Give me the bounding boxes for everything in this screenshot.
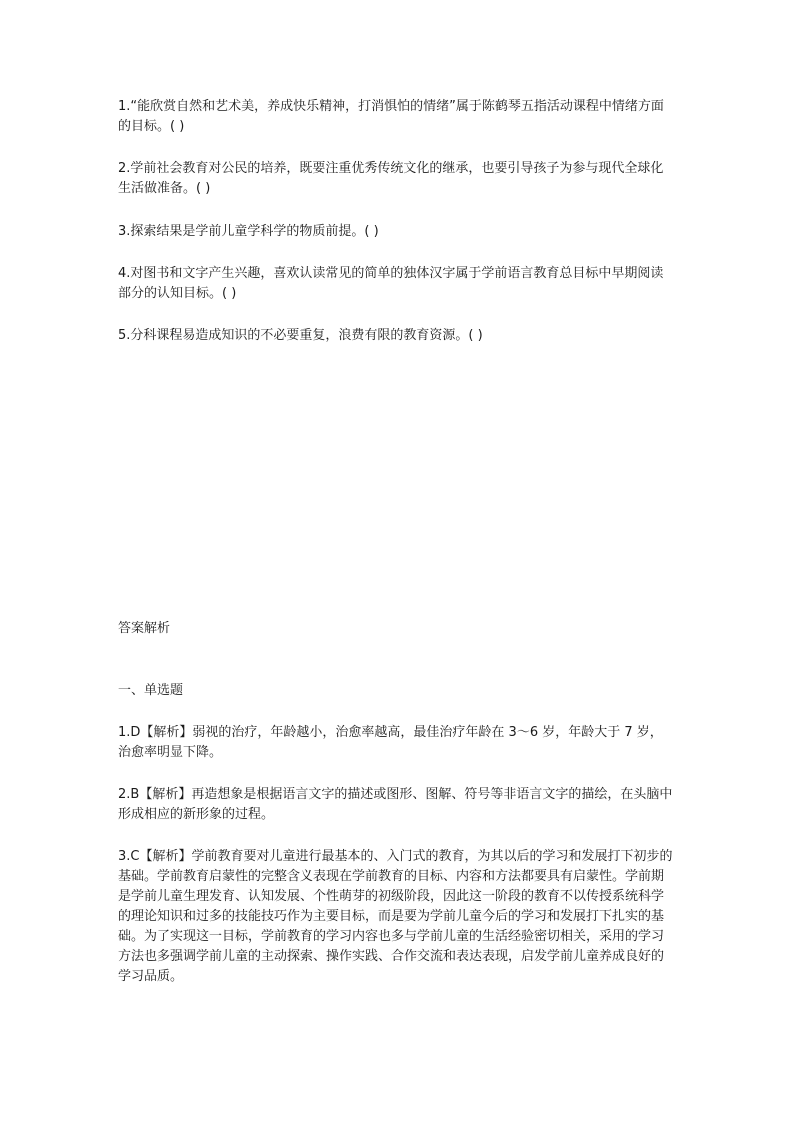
answer-2: 2.B【解析】再造想象是根据语言文字的描述或图形、图解、符号等非语言文字的描绘，在头脑中形成相应的新形象的过程。 [118, 787, 673, 822]
answer-heading: 答案解析 [118, 621, 171, 636]
answer-1: 1.D【解析】弱视的治疗，年龄越小，治愈率越高，最佳治疗年龄在 3～6 岁，年龄大于 7 岁，治愈率明显下降。 [118, 725, 663, 760]
question-1: 1.“能欣赏自然和艺术美，养成快乐精神，打消惧怕的情绪”属于陈鹤琴五指活动课程中情绪方面的目标。( ) [118, 99, 664, 134]
section-heading: 一、单选题 [118, 683, 184, 698]
question-5: 5.分科课程易造成知识的不必要重复，浪费有限的教育资源。( ) [118, 328, 483, 343]
question-2: 2.学前社会教育对公民的培养，既要注重优秀传统文化的继承，也要引导孩子为参与现代全球化生活做准备。( ) [118, 161, 664, 196]
question-4: 4.对图书和文字产生兴趣，喜欢认读常见的简单的独体汉字属于学前语言教育总目标中早期阅读部分的认知目标。( ) [118, 266, 664, 301]
answer-3: 3.C【解析】学前教育要对儿童进行最基本的、入门式的教育，为其以后的学习和发展打下初步的基础。学前教育启蒙性的完整含义表现在学前教育的目标、内容和方法都要具有启蒙性。学前期是学前儿童生理发育、认知发展、个性萌芽的初级阶段，因此这一阶段的教育不以传授系统科学的理论知识和过多的技能技巧作为主要目标，而是要为学前儿童今后的学习和发展打下扎实的基础。为了实现这一目标，学前教育的学习内容也多与学前儿童的生活经验密切相关，采用的学习方法也多强调学前儿童的主动探索、操作实践、合作交流和表达表现，启发学前儿童养成良好的学习品质。 [118, 849, 673, 984]
question-3: 3.探索结果是学前儿童学科学的物质前提。( ) [118, 224, 379, 239]
